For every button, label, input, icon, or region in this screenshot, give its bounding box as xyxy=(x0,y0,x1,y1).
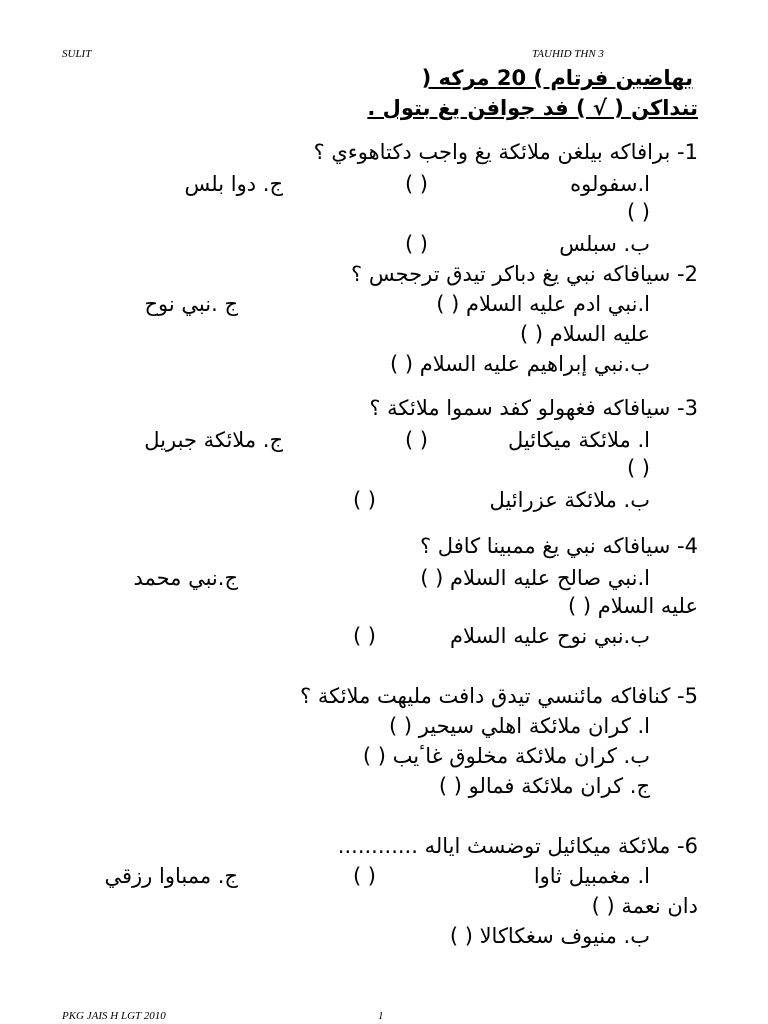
q3-option-a-box: ( ) xyxy=(626,456,650,480)
page-number: 1 xyxy=(378,1010,384,1022)
q6-option-c-continued: دان نعمة ( ) xyxy=(591,894,698,918)
q3-option-b: ب. ملائكة عزرائيل xyxy=(489,488,650,512)
q6-option-c: ج. ممباوا رزقي xyxy=(104,864,238,888)
q5-option-c: ج. كران ملائكة فمالو ( ) xyxy=(438,774,650,798)
q1-option-c: ج. دوا بلس xyxy=(184,172,283,196)
q3-option-c-box: ( ) xyxy=(404,428,428,452)
q1-option-a: ا.سفولوه xyxy=(570,172,650,196)
q5-option-a: ا. كران ملائكة اهلي سيحير ( ) xyxy=(388,714,650,738)
q4-option-a: ا.نبي صالح عليه السلام ( ) xyxy=(420,566,650,590)
q2-option-b: ب.نبي إبراهيم عليه السلام ( ) xyxy=(390,352,650,376)
q1-option-c-box: ( ) xyxy=(404,172,428,196)
q1-option-a-box: ( ) xyxy=(626,200,650,224)
q4-option-c-continued: عليه السلام ( ) xyxy=(568,594,698,618)
q4-option-b: ب.نبي نوح عليه السلام xyxy=(450,624,650,648)
header-left: SULIT xyxy=(62,48,92,60)
header-right: TAUHID THN 3 xyxy=(532,48,604,60)
q6-option-b: ب. منيوف سغكاكالا ( ) xyxy=(449,924,650,948)
q3-option-a: ا. ملائكة ميكائيل xyxy=(507,428,650,452)
footer-left: PKG JAIS H LGT 2010 xyxy=(62,1010,166,1022)
q1-option-b-box: ( ) xyxy=(404,232,428,256)
q4-option-b-box: ( ) xyxy=(352,624,376,648)
question-3: 3- سيافاكه فغهولو كفد سموا ملائكة ؟ xyxy=(369,396,698,420)
q6-option-a-box: ( ) xyxy=(352,864,376,888)
q5-option-b: ب. كران ملائكة مخلوق غاٴيب ( ) xyxy=(362,744,650,768)
q2-option-c: ج .نبي نوح xyxy=(144,292,238,316)
q2-option-a: ا.نبي ادم عليه السلام ( ) xyxy=(436,292,650,316)
question-2: 2- سيافاكه نبي يغ دباكر تيدق ترججس ؟ xyxy=(351,262,698,286)
question-4: 4- سيافاكه نبي يغ ممبينا كافل ؟ xyxy=(419,534,698,558)
q3-option-b-box: ( ) xyxy=(352,488,376,512)
question-1: 1- برافاكه بيلغن ملائكة يغ واجب دكتاهوءي ؟ xyxy=(313,140,698,164)
title-line-2: تنداكن ( √ ) فد جوافن يغ بتول . xyxy=(367,96,698,120)
question-6: 6- ملائكة ميكائيل توضسث اياله ............ xyxy=(337,834,698,858)
q3-option-c: ج. ملائكة جبريل xyxy=(144,428,283,452)
title-line-1: بهاضين فرتام ) 20 مركه ( xyxy=(421,66,693,90)
q2-option-c-continued: عليه السلام ( ) xyxy=(520,322,650,346)
question-5: 5- كنافاكه مائنسي تيدق دافت مليهت ملائكة ؟ xyxy=(300,684,698,708)
q1-option-b: ب. سبلس xyxy=(559,232,650,256)
q4-option-c: ج.نبي محمد xyxy=(133,566,238,590)
q6-option-a: ا. مغمبيل ثاوا xyxy=(533,864,650,888)
